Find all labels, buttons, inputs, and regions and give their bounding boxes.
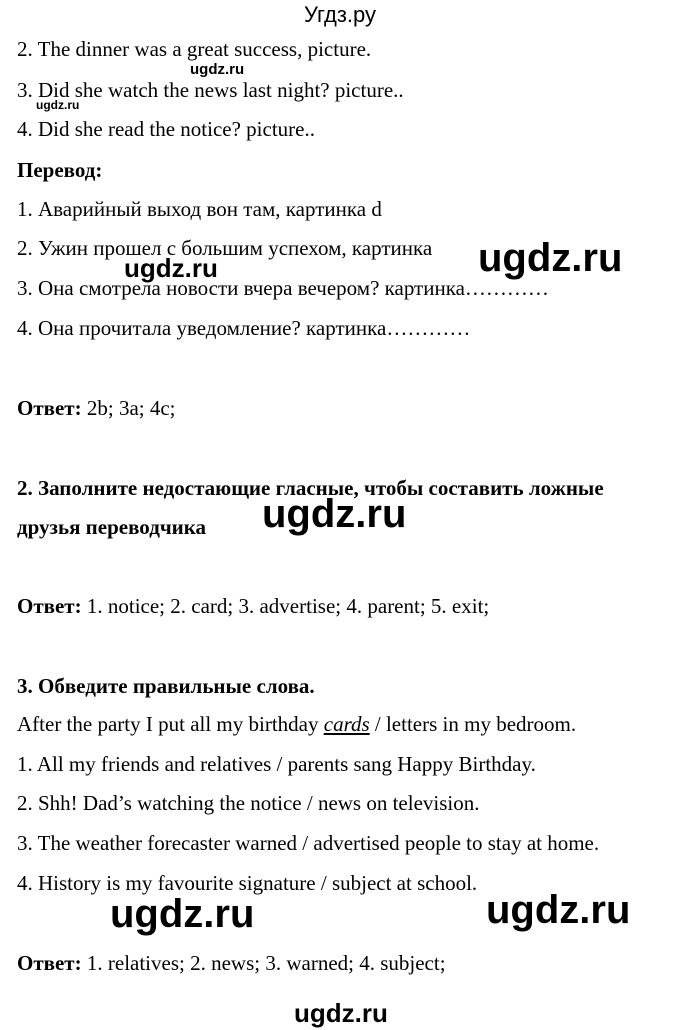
answer-value: 1. notice; 2. card; 3. advertise; 4. parent; 5. exit; <box>81 594 490 618</box>
exercise-sentence-2: 2. Shh! Dad’s watching the notice / news on television. <box>17 791 480 815</box>
watermark: ugdz.ru <box>478 236 623 280</box>
sentence-3: 3. Did she watch the news last night? picture.. <box>17 78 404 102</box>
example-text-start: After the party I put all my birthday <box>17 712 324 736</box>
watermark: ugdz.ru <box>262 492 407 536</box>
task-2-heading-line-2: друзья переводчика <box>17 515 207 539</box>
answer-1 <box>17 396 176 420</box>
example-text-end: / letters in my bedroom. <box>369 712 577 736</box>
watermark: ugdz.ru <box>486 888 631 932</box>
translation-3: 3. Она смотрела новости вчера вечером? картинка………… <box>17 276 549 300</box>
answer-label: Ответ: <box>17 951 82 975</box>
watermark: ugdz.ru <box>124 253 218 283</box>
exercise-sentence-3: 3. The weather forecaster warned / advertised people to stay at home. <box>17 831 600 855</box>
translation-2: 2. Ужин прошел с большим успехом, картинка <box>17 236 433 260</box>
task-3-heading: 3. Обведите правильные слова. <box>17 674 315 698</box>
answer-label: Ответ: <box>17 594 82 618</box>
watermark: ugdz.ru <box>190 61 245 78</box>
example-sentence <box>17 712 576 736</box>
translation-1: 1. Аварийный выход вон там, картинка d <box>17 197 382 221</box>
sentence-2: 2. The dinner was a great success, picture. <box>17 37 372 61</box>
answer-value: 2b; 3a; 4c; <box>81 396 176 420</box>
exercise-sentence-4: 4. History is my favourite signature / subject at school. <box>17 871 478 895</box>
task-2-heading-line-1: 2. Заполните недостающие гласные, чтобы составить ложные <box>17 476 604 500</box>
watermark: ugdz.ru <box>294 998 388 1028</box>
page-header: Угдз.ру <box>303 2 377 27</box>
translation-4: 4. Она прочитала уведомление? картинка………… <box>17 316 471 340</box>
answer-value: 1. relatives; 2. news; 3. warned; 4. subject; <box>81 951 446 975</box>
answer-label: Ответ: <box>17 396 82 420</box>
watermark: ugdz.ru <box>110 892 255 936</box>
answer-3 <box>17 951 446 975</box>
answer-2 <box>17 594 489 618</box>
exercise-sentence-1: 1. All my friends and relatives / parents sang Happy Birthday. <box>17 752 536 776</box>
watermark: ugdz.ru <box>36 98 80 112</box>
sentence-4: 4. Did she read the notice? picture.. <box>17 117 315 141</box>
translation-heading: Перевод: <box>17 158 103 182</box>
circled-answer: cards <box>323 712 370 736</box>
